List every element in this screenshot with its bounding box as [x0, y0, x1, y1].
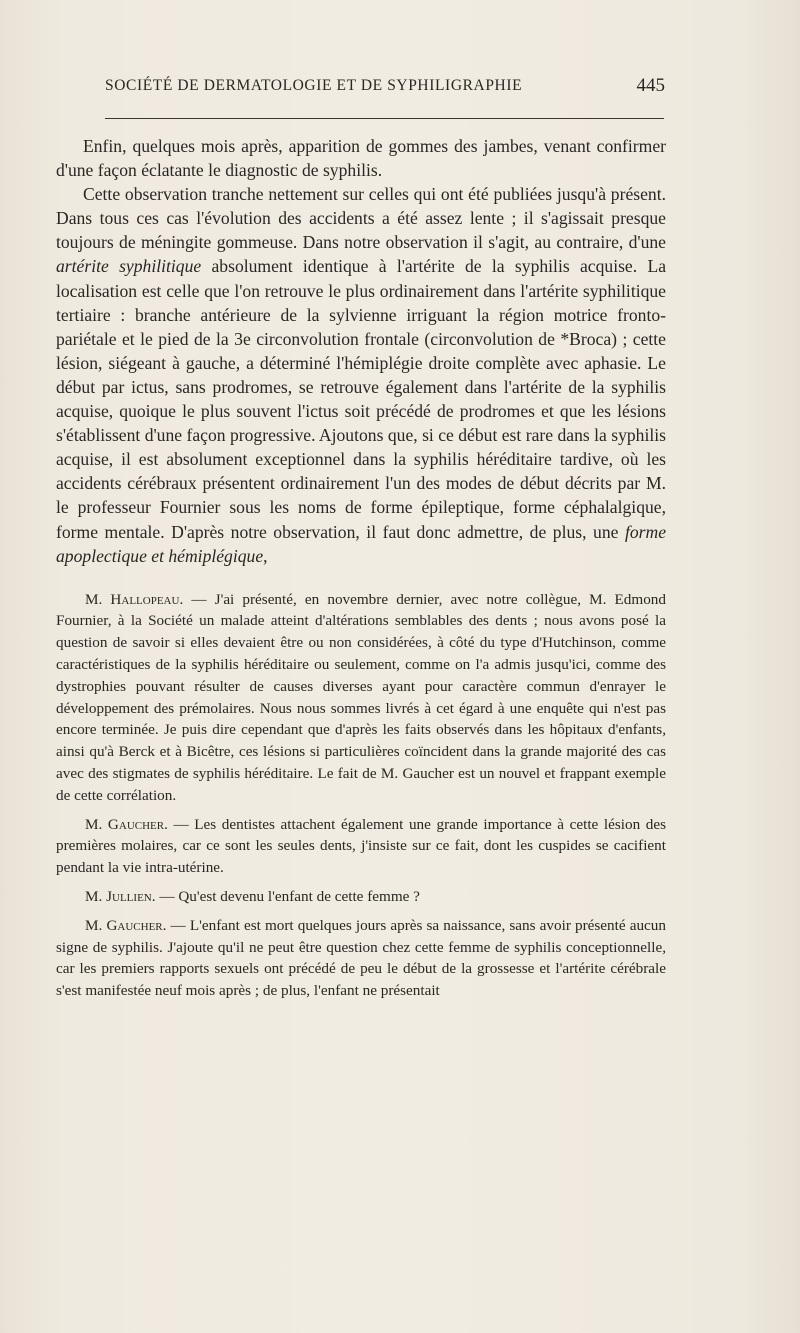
italic-term: artérite syphilitique: [56, 256, 202, 277]
header-rule: [105, 118, 664, 119]
speaker-prefix: M.: [85, 888, 107, 906]
speaker-name: Gaucher: [107, 815, 165, 833]
paragraph: [56, 134, 666, 182]
remark-text: . — Les dentistes attachent également une grande importance à cette lésion des premières molaires, car ce sont les seules dents, j'insiste sur ce fait, dont les cuspides se cacifient pendant la vie intra-utérine.: [56, 815, 666, 877]
discussion-remark: [56, 814, 666, 879]
italic-term: forme apoplectique et hémiplégique: [56, 521, 666, 566]
paragraph-text: ,: [263, 545, 268, 566]
remark-text: . — Qu'est devenu l'enfant de cette femme ?: [151, 888, 420, 906]
paragraph-text: absolument identique à l'artérite de la syphilis acquise. La localisation est celle que l'on retrouve le plus ordinairement dans l'artérite syphilitique tertiaire : branche antérieure de la sylvienne irriguant la région motrice fronto-pariétale et le pied de la 3e circonvolution frontale (circonvolution de *Broca) ; cette lésion, siégeant à gauche, a déterminé l'hémiplégie droite complète avec aphasie. Le début par ictus, sans prodromes, se retrouve également dans l'artérite de la syphilis acquise, quoique le plus souvent l'ictus soit précédé de prodromes et que les lésions s'établissent d'une façon progressive. Ajoutons que, si ce début est rare dans la syphilis acquise, il est absolument exceptionnel dans la syphilis héréditaire tardive, où les accidents cérébraux présentent ordinairement l'un des modes de début décrits par M. le professeur Fournier sous les noms de forme épileptique, forme céphalalgique, forme mentale. D'après notre observation, il faut donc admettre, de plus, une: [56, 256, 667, 542]
speaker-prefix: M.: [85, 916, 107, 934]
speaker-name: Jullien: [106, 888, 152, 906]
discussion-remark: [56, 886, 666, 908]
paragraph-text: Enfin, quelques mois après, apparition de gommes des jambes, venant confirmer d'une façon éclatante le diagnostic de syphilis.: [56, 136, 666, 181]
body-text: [56, 134, 666, 1009]
speaker-prefix: M.: [85, 815, 108, 833]
speaker-name: Hallopeau: [110, 590, 180, 608]
paragraph-text: Cette observation tranche nettement sur celles qui ont été publiées jusqu'à présent. Dans tous ces cas l'évolution des accidents a été assez lente ; il s'agissait presque toujours de méningite gommeuse. Dans notre observation il s'agit, au contraire, d'une: [56, 184, 666, 253]
remark-text: . — L'enfant est mort quelques jours après sa naissance, sans avoir présenté aucun signe de syphilis. J'ajoute qu'il ne peut être question chez cette femme de syphilis conceptionnelle, car les premiers rapports sexuels ont précédé de peu le début de la grossesse et l'artérite cérébrale s'est manifestée neuf mois après ; de plus, l'enfant ne présentait: [56, 916, 666, 1000]
running-head: SOCIÉTÉ DE DERMATOLOGIE ET DE SYPHILIGRAPHIE: [105, 77, 523, 94]
main-text: [56, 134, 666, 568]
discussion-remark: [56, 915, 666, 1002]
discussion-remark: [56, 589, 666, 807]
remark-text: . — J'ai présenté, en novembre dernier, avec notre collègue, M. Edmond Fournier, à la Société un malade atteint d'altérations semblables des dents ; nous avons posé la question de savoir si elles devaient être ou non considérées, à côté du type d'Hutchinson, comme caractéristiques de la syphilis héréditaire ou seulement, comme on l'a admis jusqu'ici, comme des dystrophies pouvant résulter de causes diverses ayant pour caractère commun d'enrayer le développement des prémolaires. Nous nous sommes livrés à cet égard à une enquête qui n'est pas encore terminée. Je puis dire cependant que d'après les faits observés dans les hôpitaux d'enfants, ainsi qu'à Berck et à Bicêtre, ces lésions si particulières coïncident dans la grande majorité des cas avec des stigmates de syphilis héréditaire. Le fait de M. Gaucher est un nouvel et frappant exemple de cette corrélation.: [56, 590, 666, 804]
page-header: [105, 77, 665, 101]
speaker-prefix: M.: [85, 590, 111, 608]
page-number: 445: [636, 75, 665, 96]
paragraph: [56, 182, 666, 568]
discussion: [56, 589, 666, 1002]
speaker-name: Gaucher: [106, 916, 163, 934]
